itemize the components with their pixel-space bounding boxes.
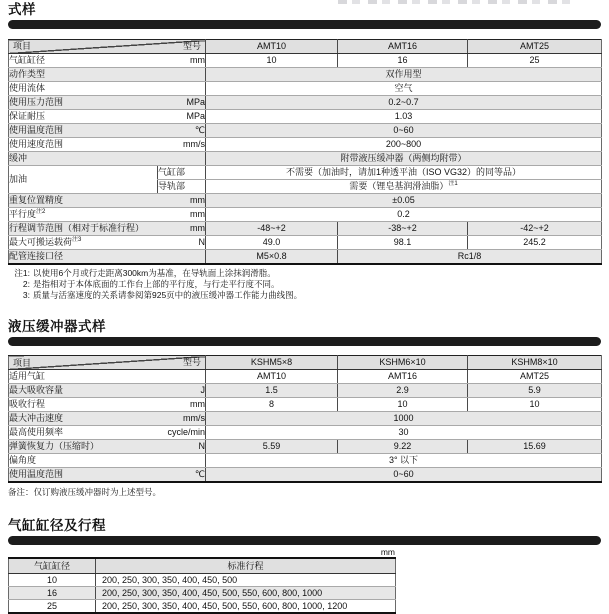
spec-corner-cell xyxy=(9,40,206,54)
bore-value: 16 xyxy=(9,587,96,600)
spec-row-action xyxy=(9,68,602,82)
row-unit: N xyxy=(198,237,205,247)
spec-row-speed xyxy=(9,138,602,152)
cell-value: 双作用型 xyxy=(206,68,602,82)
cell-value: 9.22 xyxy=(338,440,468,454)
row-unit: mm xyxy=(190,55,205,65)
cell-value: AMT25 xyxy=(468,370,602,384)
section-divider-bar xyxy=(8,536,601,545)
row-unit: mm xyxy=(190,195,205,205)
strokes-value: 200, 250, 300, 350, 400, 450, 500 xyxy=(96,574,396,587)
cell-value: 200~800 xyxy=(206,138,602,152)
row-unit: ℃ xyxy=(194,469,205,479)
row-label: 最大吸收容量 xyxy=(9,385,64,395)
note-line-2 xyxy=(8,279,601,290)
cell-value: 15.69 xyxy=(468,440,602,454)
column-header-amt16: AMT16 xyxy=(338,40,468,54)
note-ref: 注3 xyxy=(72,237,82,243)
spec-row-repeatability xyxy=(9,194,602,208)
absorber-remark xyxy=(8,487,601,498)
spec-row-bore xyxy=(9,54,602,68)
spec-row-port-size xyxy=(9,250,602,265)
bore-value: 25 xyxy=(9,600,96,614)
row-label: 使用速度范围 xyxy=(9,139,64,149)
bore-header-row xyxy=(9,558,396,574)
bore-stroke-table xyxy=(8,557,396,614)
note-line-1 xyxy=(8,268,601,279)
note-text: 是指相对于本体底面的工作台上部的平行度，与行走平行度不同。 xyxy=(33,279,280,289)
row-label: 偏角度 xyxy=(9,455,37,465)
column-header-kshm6x10: KSHM6×10 xyxy=(338,356,468,370)
absorber-row-applicable xyxy=(9,370,602,384)
spec-row-parallelism xyxy=(9,208,602,222)
spec-table xyxy=(8,39,602,265)
cell-value: 8 xyxy=(206,398,338,412)
row-unit: mm xyxy=(190,399,205,409)
absorber-row-stroke xyxy=(9,398,602,412)
cell-value: 10 xyxy=(206,54,338,68)
cell-value: 附带液压缓冲器（两侧均附带） xyxy=(206,152,602,166)
cell-value: 5.59 xyxy=(206,440,338,454)
cell-value: 0.2 xyxy=(206,208,602,222)
row-unit: J xyxy=(200,385,205,395)
spec-row-fluid xyxy=(9,82,602,96)
absorber-table xyxy=(8,355,602,483)
absorber-header-row xyxy=(9,356,602,370)
note-line-3 xyxy=(8,290,601,301)
cell-value: 16 xyxy=(338,54,468,68)
section-title-absorber: 液压缓冲器式样 xyxy=(8,319,106,334)
row-unit: ℃ xyxy=(194,125,205,135)
bore-row-25 xyxy=(9,600,396,614)
cell-value: 空气 xyxy=(206,82,602,96)
cell-value: 2.9 xyxy=(338,384,468,398)
column-header-kshm8x10: KSHM8×10 xyxy=(468,356,602,370)
row-sublabel: 气缸部 xyxy=(158,166,206,180)
bore-value: 10 xyxy=(9,574,96,587)
row-label: 缓冲 xyxy=(9,153,28,163)
row-label: 适用气缸 xyxy=(9,371,46,381)
cell-value: 不需要（加油时，请加1种透平油（ISO VG32）的同等品） xyxy=(206,166,602,180)
note-number: 注1: xyxy=(14,268,30,278)
cell-value: 3° 以下 xyxy=(206,454,602,468)
corner-model-label: 型号 xyxy=(182,41,201,51)
absorber-row-spring-force xyxy=(9,440,602,454)
cell-value: 245.2 xyxy=(468,236,602,250)
absorber-row-eccentric-angle xyxy=(9,454,602,468)
row-label: 弹簧恢复力（压缩时） xyxy=(9,441,100,451)
section-divider-bar xyxy=(8,20,601,29)
column-header-kshm5x8: KSHM5×8 xyxy=(206,356,338,370)
row-label: 气缸缸径 xyxy=(9,55,46,65)
row-unit: mm xyxy=(190,223,205,233)
absorber-row-temp xyxy=(9,468,602,483)
row-unit: mm xyxy=(190,209,205,219)
corner-model-label: 型号 xyxy=(182,357,201,367)
cell-value: ±0.05 xyxy=(206,194,602,208)
row-unit: MPa xyxy=(186,97,205,107)
absorber-row-frequency xyxy=(9,426,602,440)
cell-value: 0.2~0.7 xyxy=(206,96,602,110)
absorber-row-energy xyxy=(9,384,602,398)
row-label: 加油 xyxy=(9,166,158,194)
row-label: 最大冲击速度 xyxy=(9,413,64,423)
cell-value: 1.03 xyxy=(206,110,602,124)
spec-row-cushion xyxy=(9,152,602,166)
row-label: 最高使用频率 xyxy=(9,427,64,437)
cell-value: Rc1/8 xyxy=(338,250,602,265)
column-header-amt25: AMT25 xyxy=(468,40,602,54)
note-ref: 注1 xyxy=(448,181,458,187)
corner-item-label: 项目 xyxy=(13,358,32,368)
row-label: 动作类型 xyxy=(9,69,46,79)
note-text: 以使用6个月或行走距离300km为基准，在导轨面上涂抹润滑脂。 xyxy=(33,268,276,278)
row-label: 使用温度范围 xyxy=(9,469,64,479)
bore-row-16 xyxy=(9,587,396,600)
cell-value: 98.1 xyxy=(338,236,468,250)
cell-value: 0~60 xyxy=(206,124,602,138)
spec-row-lube-cylinder xyxy=(9,166,602,180)
remark-label: 备注： xyxy=(8,487,34,497)
note-number: 3: xyxy=(22,290,30,300)
cell-value: 1.5 xyxy=(206,384,338,398)
bore-column-header: 气缸缸径 xyxy=(9,558,96,574)
cell-value: 25 xyxy=(468,54,602,68)
row-label: 保证耐压 xyxy=(9,111,46,121)
cell-value: 0~60 xyxy=(206,468,602,483)
corner-item-label: 项目 xyxy=(13,41,32,51)
row-label: 吸收行程 xyxy=(9,399,46,409)
cell-value: AMT16 xyxy=(338,370,468,384)
spec-row-proof xyxy=(9,110,602,124)
strokes-value: 200, 250, 300, 350, 400, 450, 500, 550, 600, 800, 1000 xyxy=(96,587,396,600)
note-text: 质量与活塞速度的关系请参阅第925页中的液压缓冲器工作能力曲线图。 xyxy=(33,290,303,300)
section-divider-bar xyxy=(8,337,601,346)
absorber-corner-cell xyxy=(9,356,206,370)
cell-value: 10 xyxy=(468,398,602,412)
cell-value: -42~+2 xyxy=(468,222,602,236)
cell-value: M5×0.8 xyxy=(206,250,338,265)
cell-value: 需要（锂皂基润滑油脂） xyxy=(349,181,449,191)
cell-value: -48~+2 xyxy=(206,222,338,236)
bore-table-unit-label: mm xyxy=(380,547,395,557)
row-sublabel: 导轨部 xyxy=(158,180,206,194)
spec-row-stroke-adjust xyxy=(9,222,602,236)
cell-value: 10 xyxy=(338,398,468,412)
row-label: 使用流体 xyxy=(9,83,46,93)
row-unit: mm/s xyxy=(183,413,205,423)
row-label: 使用温度范围 xyxy=(9,125,64,135)
row-label: 配管连接口径 xyxy=(9,251,64,261)
column-header-amt10: AMT10 xyxy=(206,40,338,54)
spec-header-row xyxy=(9,40,602,54)
absorber-row-impact-speed xyxy=(9,412,602,426)
section-title-bore-stroke: 气缸缸径及行程 xyxy=(8,518,106,533)
spec-row-temp xyxy=(9,124,602,138)
cell-value: 49.0 xyxy=(206,236,338,250)
row-unit: MPa xyxy=(186,111,205,121)
row-label: 最大可搬运载荷 xyxy=(9,237,73,247)
row-unit: N xyxy=(198,441,205,451)
stroke-column-header: 标准行程 xyxy=(96,558,396,574)
row-unit: cycle/min xyxy=(167,427,205,437)
note-number: 2: xyxy=(22,279,30,289)
row-unit: mm/s xyxy=(183,139,205,149)
cell-value: -38~+2 xyxy=(338,222,468,236)
cell-value: AMT10 xyxy=(206,370,338,384)
strokes-value: 200, 250, 300, 350, 400, 450, 500, 550, 600, 800, 1000, 1200 xyxy=(96,600,396,614)
note-ref: 注2 xyxy=(36,209,46,215)
cell-value: 1000 xyxy=(206,412,602,426)
spec-row-pressure xyxy=(9,96,602,110)
row-label: 重复位置精度 xyxy=(9,195,64,205)
spec-row-max-load xyxy=(9,236,602,250)
cell-value: 30 xyxy=(206,426,602,440)
remark-text: 仅订购液压缓冲器时为上述型号。 xyxy=(33,487,162,497)
spec-notes xyxy=(8,268,601,301)
section-title-spec: 式样 xyxy=(8,2,36,17)
row-label: 使用压力范围 xyxy=(9,97,64,107)
cell-value: 5.9 xyxy=(468,384,602,398)
row-label: 平行度 xyxy=(9,209,37,219)
row-label: 行程调节范围（相对于标准行程） xyxy=(9,223,145,233)
bore-row-10 xyxy=(9,574,396,587)
